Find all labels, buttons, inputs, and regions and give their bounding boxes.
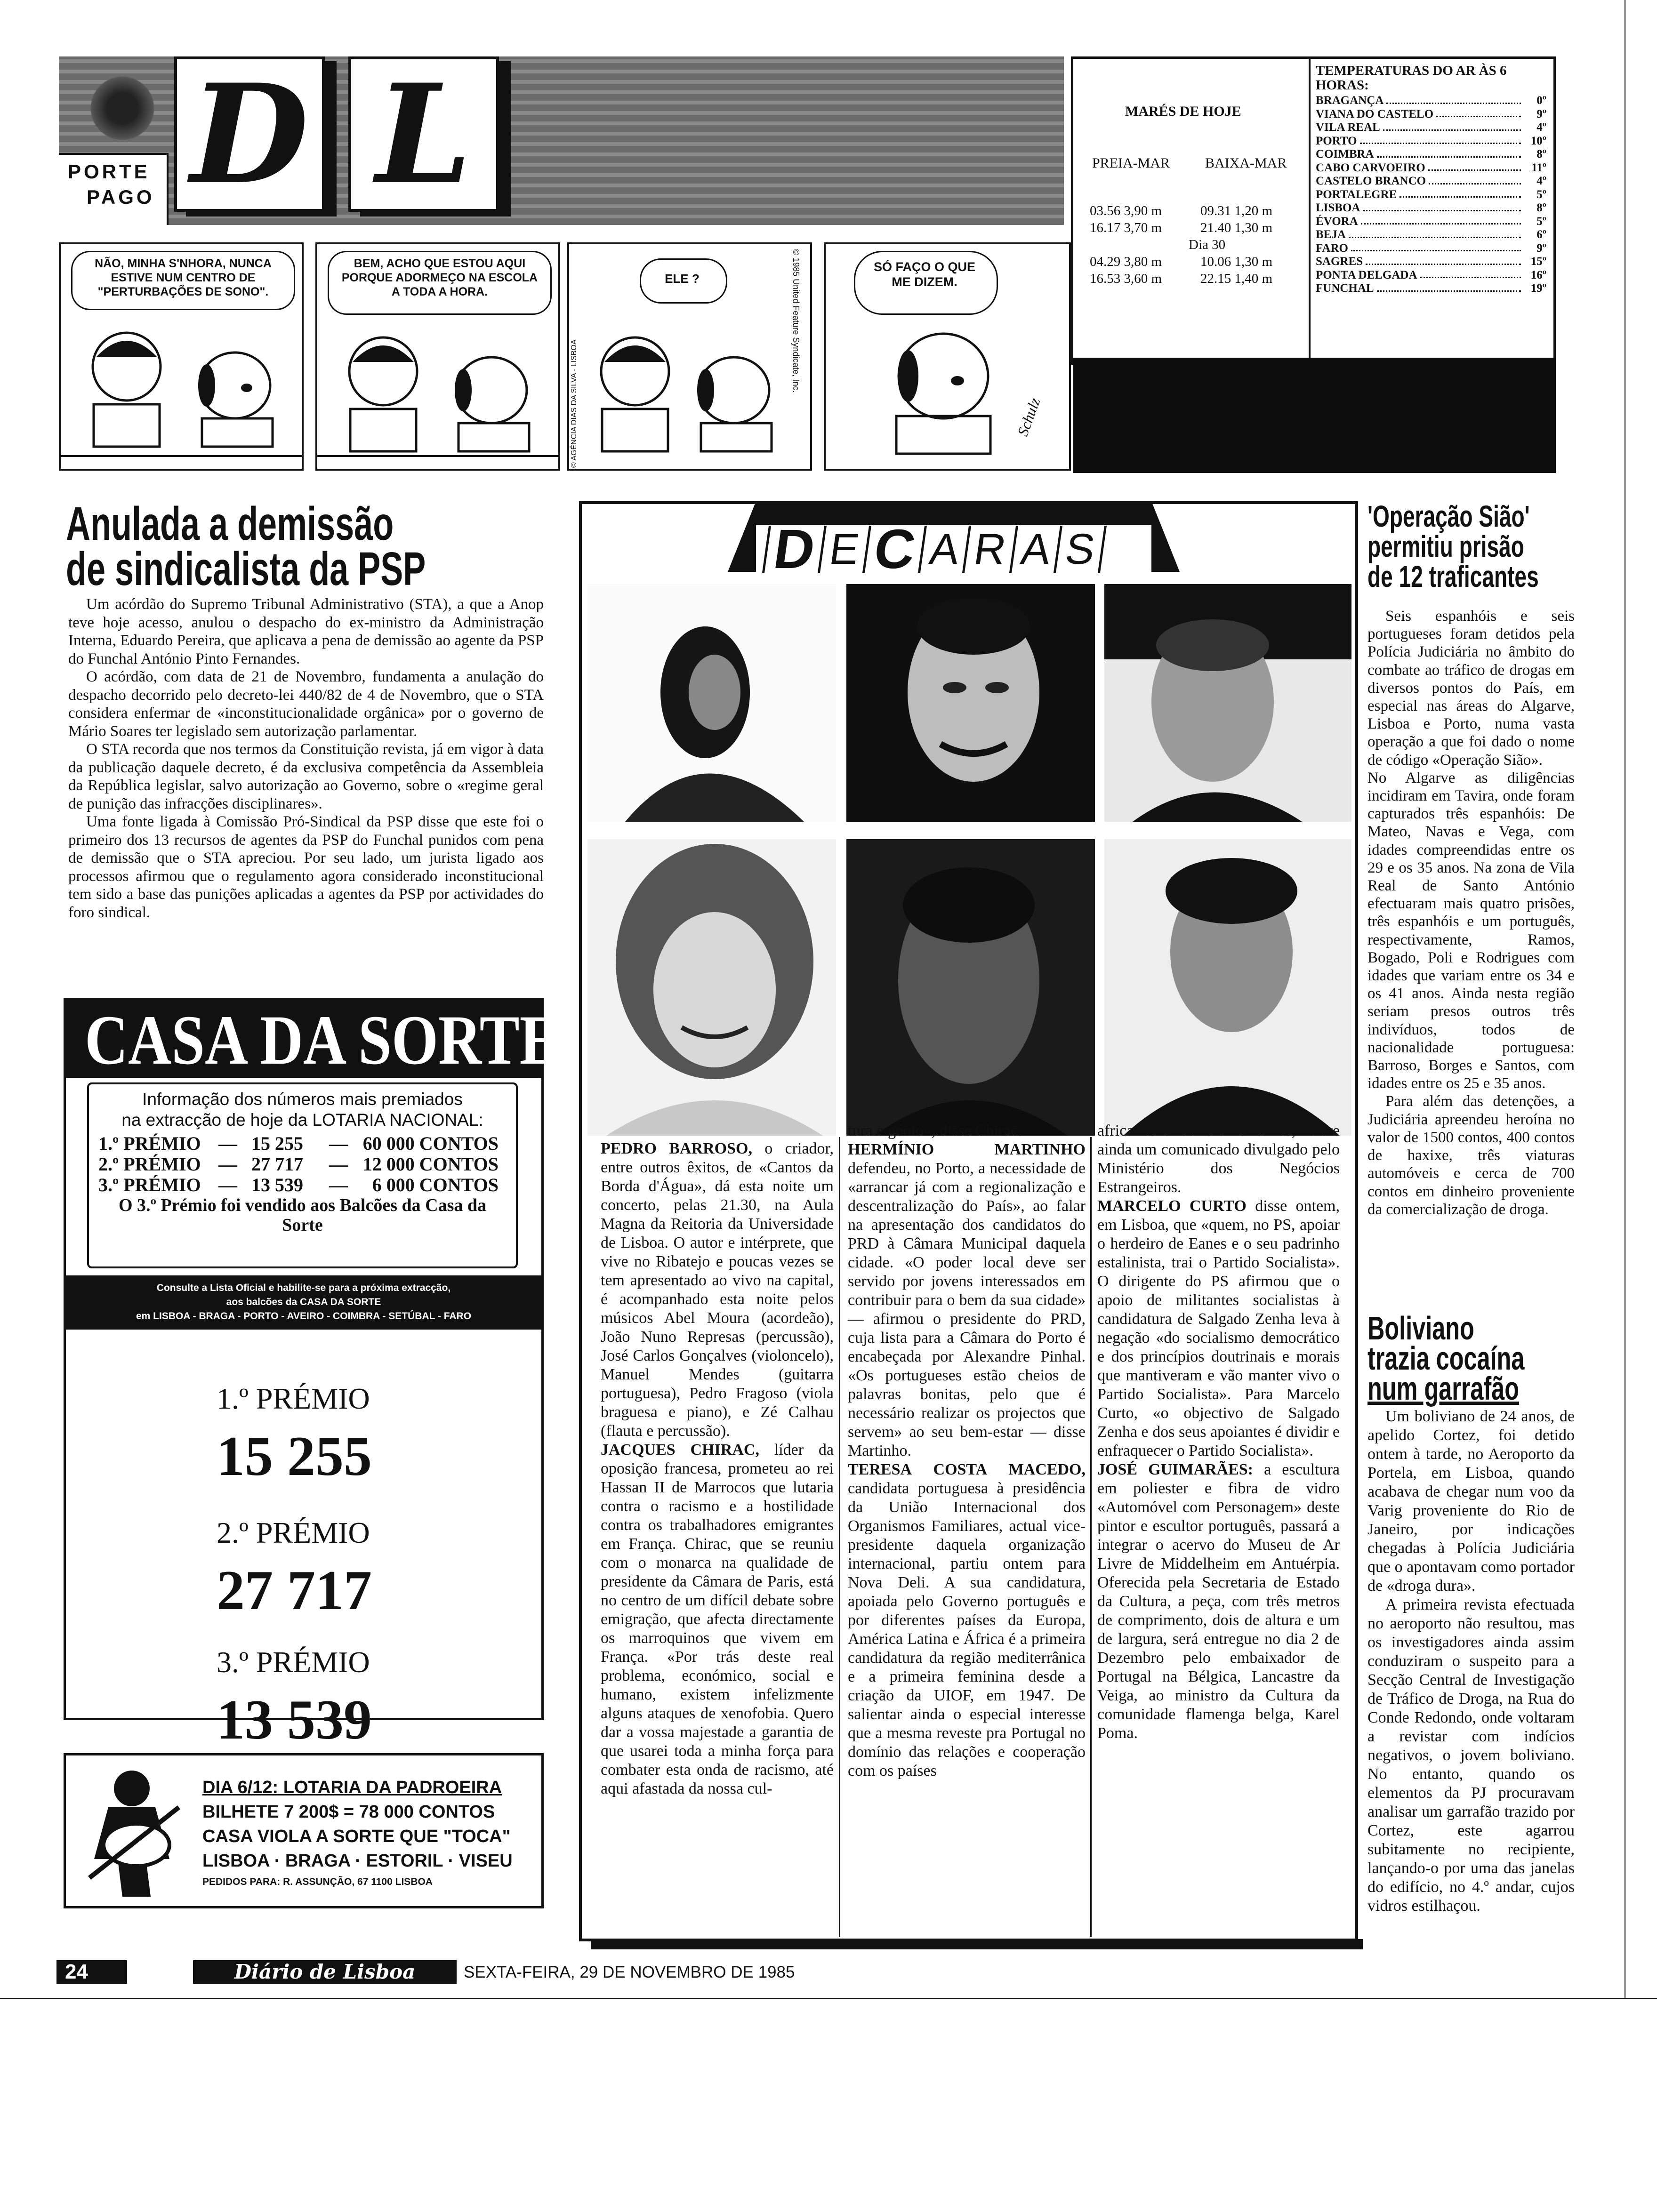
tide-row: 04.29 3,80 m 10.06 1,30 m <box>1090 254 1273 269</box>
stamp-line-2: PAGO <box>87 186 155 208</box>
leader-dots <box>1428 161 1521 171</box>
casa-sorte-info-box <box>87 1082 518 1268</box>
leader-dots <box>1361 215 1521 225</box>
prize-amount: 12 000 CONTOS <box>362 1154 499 1175</box>
temperature-value: 5º <box>1536 215 1546 228</box>
porte-pago-stamp <box>59 153 169 225</box>
casa-sorte-consult-box <box>66 1275 541 1330</box>
temperature-value: 6º <box>1536 228 1546 241</box>
temperature-city: CASTELO BRANCO <box>1316 175 1426 187</box>
psp-paragraph: Uma fonte ligada à Comissão Pró-Sindical da PSP disse que este foi o primeiro dos 13 recursos de agentes da PSP do Funchal punidos com pena de demissão que o STA apreciou. Por seu lado, um jurista ligado aos processos afirmou que o regulamento agora considerado inconstitucional tem sido a base das punições aplicadas a agentes da PSP por actividades do foro sindical. <box>68 813 544 921</box>
decaras-col2-text: tura e génio», disse Chirac. HERMÍNIO MARTINHO defendeu, no Porto, a necessidade de «arrancar já com a regionalização e descentralização do País», ao falar na apresentação dos candidatos do PRD à Câmara Municipal daquela cidade. «O poder local deve ser servido por jovens interessados em contribuir para o bem da sua cidade» — afirmou o presidente do PRD, cuja lista para a Câmara do Porto é encabeçada por Alexandre Pinhal. «Os portugueses estão cheios de palavras bonitas, pelo que é necessário realizar os projectos que servem» ao seu bem-estar — disse Martinho. TERESA COSTA MACEDO, candidata portuguesa à presidência da União Internacional dos Organismos Familiares, actual vice-presidente daquela organização internacional, partiu ontem para Nova Deli. A sua candidatura, apoiada pelo Governo português e por diferentes países da Europa, América Latina e África é a primeira candidatura da região mediterrânica e a primeira feminina desde a criação da UIOF, em 1947. De salientar ainda o especial interesse que a mesma reveste pra Portugal no domínio das relações e cooperação com os países <box>848 1122 1086 1779</box>
comic-figures-4 <box>826 315 1069 470</box>
leader-dots <box>1400 188 1521 198</box>
leader-dots <box>1383 121 1521 131</box>
leader-dots <box>1349 228 1521 238</box>
temperature-city: CABO CARVOEIRO <box>1316 161 1425 174</box>
siao-headline-line: de 12 traficantes <box>1367 560 1539 593</box>
boliviano-headline-line: trazia cocaína <box>1367 1340 1525 1377</box>
decaras-shadow <box>591 1939 1363 1949</box>
decaras-col1-text: PEDRO BARROSO, o criador, entre outros êxitos, de «Cantos da Borda d'Água», dá esta noite um concerto, pelas 21.30, na Aula Magna da Reitoria da Universidade de Lisboa. O autor e intérprete, que vive no Ribatejo e poucas vezes se tem apresentado ao vivo na capital, é acompanhado esta noite pelos músicos Abel Moura (acordeão), João Nuno Represas (percussão), José Carlos Gonçalves (violoncelo), Manuel Mendes (guitarra portuguesa), Pedro Fragoso (viola braguesa e piano), e Zé Calhau (flauta e percussão). JACQUES CHIRAC, líder da oposição francesa, prometeu ao rei Hassan II de Marrocos que lutaria contra o racismo e a hostilidade contra os trabalhadores emigrantes em França. Chirac, que se reuniu com o monarca na qualidade de presidente da Câmara de Paris, está no centro de um difícil debate sobre emigração, que afecta directamente os marroquinos que vivem em França. «Por trás deste real problema, económico, social e humano, existem infelizmente alguns ataques de xenofobia. Quero dar a vossa majestade a garantia de que usarei toda a minha força para combater esta onda de racismo, até aqui afastada da nossa cul- <box>601 1140 834 1797</box>
leader-dots <box>1360 135 1521 144</box>
temperature-row <box>1316 175 1546 188</box>
temperature-value: 5º <box>1536 188 1546 201</box>
leader-dots <box>1420 269 1521 279</box>
leader-dots <box>1377 282 1521 292</box>
photo-pedro-barroso <box>587 584 836 822</box>
big-prize-label-2: 2.º PRÉMIO <box>217 1516 370 1549</box>
decaras-letter: C <box>862 526 925 573</box>
leader-dots <box>1363 201 1521 211</box>
decaras-letter: E <box>818 526 869 573</box>
casa-sorte-consult-3: em LISBOA - BRAGA - PORTO - AVEIRO - COIMBRA - SETÚBAL - FARO <box>136 1311 472 1322</box>
prize-amount: 60 000 CONTOS <box>362 1133 499 1154</box>
temperature-row <box>1316 148 1546 161</box>
casa-sorte-note: O 3.º Prémio foi vendido aos Balcões da Casa da Sorte <box>118 1195 486 1235</box>
prize-line <box>89 1154 516 1175</box>
temperature-row <box>1316 161 1546 175</box>
prize-dash: — <box>218 1174 237 1195</box>
temperature-city: FARO <box>1316 241 1348 255</box>
portrait-icon <box>587 584 836 822</box>
temperature-value: 11º <box>1531 161 1546 174</box>
prize-label: 3.º PRÉMIO <box>98 1174 201 1195</box>
leader-dots <box>1366 255 1521 265</box>
temperature-row <box>1316 121 1546 135</box>
comic-panel-1 <box>59 242 304 471</box>
leader-dots <box>1429 175 1521 184</box>
temperature-value: 15º <box>1530 255 1546 268</box>
psp-headline-line-2: de sindicalista da PSP <box>66 543 426 595</box>
casa-sorte-ad <box>64 998 560 1751</box>
big-prize-label-3: 3.º PRÉMIO <box>217 1645 370 1679</box>
casa-sorte-title-bar <box>66 1000 560 1079</box>
siao-paragraph: Seis espanhóis e seis portugueses foram detidos pela Polícia Judiciária no âmbito do combate ao tráfico de drogas em diversos pontos do País, em especial nas áreas do Algarve, Lisboa e Porto, numa vasta operação a que foi dado o nome de código «Operação Sião». <box>1367 608 1575 769</box>
padroeira-line-1: DIA 6/12: LOTARIA DA PADROEIRA <box>202 1778 502 1797</box>
leader-dots <box>1351 242 1521 252</box>
prize-amount: 6 000 CONTOS <box>372 1174 499 1195</box>
leader-dots <box>1386 94 1521 104</box>
boliviano-body <box>1367 1407 1575 1915</box>
comic-signature: Schulz <box>1014 395 1044 439</box>
temperature-value: 9º <box>1536 241 1546 255</box>
casa-sorte-consult-2: aos balcões da CASA DA SORTE <box>226 1297 381 1307</box>
casa-sorte-prize-list <box>89 1133 516 1195</box>
decaras-column-1 <box>601 1139 834 1798</box>
padroeira-line-2: BILHETE 7 200$ = 78 000 CONTOS <box>202 1802 495 1822</box>
temperature-row <box>1316 242 1546 256</box>
masthead-emblem-icon <box>82 75 162 141</box>
weather-box <box>1071 56 1556 365</box>
siao-body <box>1367 607 1575 1218</box>
temperature-row <box>1316 282 1546 296</box>
tides-col-baixa: BAIXA-MAR <box>1205 155 1287 171</box>
temperature-row <box>1316 269 1546 282</box>
siao-paragraph: Para além das detenções, a Judiciária apreendeu heroína no valor de 1500 contos, 400 contos de haxixe, três viaturas automóveis e cerca de 700 contos em dinheiro proveniente da comercialização de droga. <box>1367 1093 1575 1218</box>
prize-dash: — <box>218 1154 237 1175</box>
comic-panel-1-text: NÃO, MINHA S'NHORA, NUNCA ESTIVE NUM CENTRO DE "PERTURBAÇÕES DE SONO". <box>95 257 272 298</box>
padroeira-ad <box>64 1753 544 1908</box>
temperature-value: 16º <box>1530 268 1546 281</box>
photo-marcelo-curto <box>846 839 1095 1136</box>
logo-letter-d: D <box>174 56 325 212</box>
siao-paragraph: No Algarve as diligências incidiram em Tavira, onde foram capturados três espanhóis: De Mateo, Navas e Vega, com idades compreendidas entre os 29 e os 35 anos. Na zona de Vila Real de Santo António efectuaram mais quatro prisões, três espanhóis e um português, respectivamente, Ramos, Bogado, Poli e Rodrigues com idades que variam entre os 34 e os 41 anos. Ainda nesta região seriam presos outros três indivíduos, todos de nacionalidade portuguesa: Barroso, Borges e Santos, com idades entre os 25 e 35 anos. <box>1367 769 1575 1092</box>
tides-table <box>1090 202 1306 287</box>
temperature-value: 8º <box>1536 201 1546 214</box>
boliviano-paragraph: Um boliviano de 24 anos, de apelido Cortez, foi detido ontem à tarde, no Aeroporto da Portela, em Lisboa, quando acabava de chegar num voo da Varig proveniente do Rio de Janeiro, por indicações chegadas à Polícia Judiciária que o apontavam como portador de «droga dura». <box>1367 1408 1575 1595</box>
temperature-city: VILA REAL <box>1316 121 1380 134</box>
comic-panel-4 <box>824 242 1071 471</box>
issue-date: SEXTA-FEIRA, 29 DE NOVEMBRO DE 1985 <box>464 1963 795 1981</box>
padroeira-line-3: CASA VIOLA A SORTE QUE "TOCA" <box>202 1827 511 1846</box>
temperature-city: BRAGANÇA <box>1316 94 1384 107</box>
temperature-city: PORTALEGRE <box>1316 188 1397 201</box>
newspaper-name: Diário de Lisboa <box>193 1960 457 1984</box>
prize-line <box>89 1175 516 1195</box>
decaras-header <box>728 501 1180 580</box>
decaras-letter: R <box>962 526 1016 573</box>
temperature-city: SAGRES <box>1316 255 1363 268</box>
temperature-row <box>1316 215 1546 229</box>
comic-panel-2 <box>315 242 560 471</box>
temperature-value: 8º <box>1536 148 1546 160</box>
comic-strip <box>59 242 1071 473</box>
casa-sorte-consult-1: Consulte a Lista Oficial e habilite-se para a próxima extracção, <box>156 1282 451 1293</box>
decaras-letter: S <box>1054 526 1104 573</box>
page-footer <box>56 1960 795 1986</box>
leader-dots <box>1436 108 1521 118</box>
leader-dots <box>1377 148 1521 158</box>
psp-article-body <box>68 595 544 922</box>
comic-panel-2-text: BEM, ACHO QUE ESTOU AQUI PORQUE ADORMEÇO NA ESCOLA A TODA A HORA. <box>341 257 538 298</box>
temperature-value: 10º <box>1530 134 1546 147</box>
temperatures-list <box>1316 94 1546 296</box>
tide-row: 03.56 3,90 m 09.31 1,20 m <box>1090 203 1273 218</box>
temperature-row <box>1316 255 1546 269</box>
tides-title: MARÉS DE HOJE <box>1125 104 1241 119</box>
casa-sorte-title: CASA DA SORTE <box>85 1001 560 1079</box>
psp-headline-line-1: Anulada a demissão <box>66 497 394 550</box>
weather-divider <box>1309 59 1311 362</box>
temperature-row <box>1316 135 1546 148</box>
tide-row: 16.17 3,70 m 21.40 1,30 m <box>1090 220 1273 235</box>
temperature-row <box>1316 228 1546 242</box>
temperature-row <box>1316 108 1546 121</box>
temperature-value: 4º <box>1536 121 1546 134</box>
casa-sorte-info-line-1: Informação dos números mais premiados <box>142 1090 463 1109</box>
boliviano-paragraph: A primeira revista efectuada no aeroporto não resultou, mas os investigadores ainda assim conduziram o suspeito para a Secção Central de Investigação de Tráfico de Droga, na Rua do Conde Redondo, onde voltaram a revistar com indícios negativos, o jovem boliviano. No entanto, quando os elementos da PJ procuravam analisar um garrafão trazido por Cortez, este agarrou subitamente no recipiente, lançando-o por uma das janelas do edifício, no 4.º andar, cujos vidros estilhaçou. <box>1367 1596 1575 1915</box>
temperature-city: BEJA <box>1316 228 1346 241</box>
decaras-column-2 <box>848 1122 1086 1780</box>
decaras-col3-text: africanos e latino-americanos, refere ainda um comunicado divulgado pelo Ministério dos Negócios Estrangeiros. MARCELO CURTO disse ontem, em Lisboa, que «quem, no PS, apoiar o herdeiro de Eanes e o seu padrinho estalinista, trai o Partido Socialista». O dirigente do PS afirmou que o apoio de militantes socialistas à candidatura de Salgado Zenha leva à negação «do socialismo democrático e dos princípios doutrinais e morais que mantiveram e vão manter vivo o Partido Socialista». Para Marcelo Curto, «o objectivo de Salgado Zenha e dos seus apoiantes é dividir e enfraquecer o Partido Socialista». JOSÉ GUIMARÃES: a escultura em poliester e fibra de vidro «Automóvel com Personagem» deste pintor e escultor português, passará a integrar o acervo do Museu de Ar Livre de Middelheim em Antuérpia. Oferecida pela Secretaria de Estado da Cultura, a peça, com três metros de comprimento, dois de altura e um de largura, será entregue no dia 2 de Dezembro pelo embaixador de Portugal na Bélgica, Lancastre da Veiga, ao ministro da Cultura da comunidade flamenga belga, Karel Poma. <box>1097 1122 1340 1742</box>
prize-label: 2.º PRÉMIO <box>98 1154 201 1175</box>
temperature-row <box>1316 188 1546 202</box>
weather-black-block <box>1073 358 1556 473</box>
page-number: 24 <box>56 1960 127 1984</box>
big-prize-number-2: 27 717 <box>217 1559 372 1621</box>
prize-label: 1.º PRÉMIO <box>98 1133 201 1154</box>
prize-dash: — <box>329 1154 348 1175</box>
decaras-letter: A <box>1009 526 1060 573</box>
photo-hermino-martinho <box>1104 584 1351 822</box>
decaras-letters <box>765 518 1103 580</box>
guitar-player-icon <box>80 1765 188 1901</box>
prize-number: 15 255 <box>251 1133 303 1154</box>
boliviano-headline <box>1367 1310 1575 1407</box>
decaras-section <box>579 501 1358 1941</box>
prize-dash: — <box>329 1133 348 1154</box>
boliviano-headline-line: num garrafão <box>1367 1370 1520 1407</box>
prize-dash: — <box>218 1133 237 1154</box>
decaras-column-3 <box>1097 1122 1340 1743</box>
temperature-row <box>1316 94 1546 108</box>
portrait-icon <box>1104 584 1351 822</box>
temperature-value: 4º <box>1536 175 1546 187</box>
column-rule <box>1090 1137 1092 1937</box>
temperatures-title: TEMPERATURAS DO AR ÀS 6 HORAS: <box>1316 63 1507 93</box>
padroeira-line-4: LISBOA · BRAGA · ESTORIL · VISEU <box>202 1851 513 1871</box>
comic-panel-3 <box>567 242 812 471</box>
portrait-icon <box>587 839 836 1136</box>
prize-number: 27 717 <box>251 1154 303 1175</box>
temperature-row <box>1316 201 1546 215</box>
tides-col-preia: PREIA-MAR <box>1092 155 1170 171</box>
comic-figures-2 <box>317 320 558 470</box>
temperature-city: LISBOA <box>1316 201 1360 214</box>
casa-sorte-info-line-2: na extracção de hoje da LOTARIA NACIONAL: <box>121 1110 483 1130</box>
tides-day-label: Dia 30 <box>1189 237 1226 252</box>
psp-paragraph: O STA recorda que nos termos da Constituição revista, já em vigor à data da publicação daquele decreto, é da exclusiva competência da Assembleia da República legislar, salvo autorização ao Governo, sobre o «regime geral de punição das infracções disciplinares». <box>68 741 544 812</box>
psp-paragraph: Um acórdão do Supremo Tribunal Administrativo (STA), a que a Anop teve hoje acesso, anulou o despacho do ex-ministro da Administração Interna, Eduardo Pereira, que aplicava a pena de demissão ao agente da PSP do Funchal António Pinto Fernandes. <box>68 596 544 667</box>
decaras-letter: D <box>762 526 824 573</box>
stamp-line-1: PORTE <box>68 160 150 183</box>
prize-line <box>89 1133 516 1154</box>
big-prize-number-3: 13 539 <box>217 1688 372 1751</box>
column-rule <box>839 1137 840 1937</box>
logo-letter-l: L <box>348 56 499 212</box>
psp-headline <box>66 497 574 595</box>
padroeira-text <box>202 1775 537 1891</box>
prize-dash: — <box>329 1174 348 1195</box>
prize-number: 13 539 <box>251 1174 303 1195</box>
comic-copyright-1: © 1985 United Feature Syndicate, Inc. <box>791 249 801 393</box>
siao-headline-line: 'Operação Sião' <box>1367 499 1530 533</box>
footer-rule <box>0 1998 1657 1999</box>
padroeira-line-5: PEDIDOS PARA: R. ASSUNÇÃO, 67 1100 LISBOA <box>202 1876 433 1887</box>
temperature-city: COIMBRA <box>1316 148 1374 160</box>
temperature-value: 9º <box>1536 107 1546 120</box>
photo-teresa-costa-macedo <box>587 839 836 1136</box>
masthead <box>59 56 1064 225</box>
portrait-icon <box>846 839 1095 1136</box>
comic-figures-3 <box>569 305 795 470</box>
temperature-value: 0º <box>1536 94 1546 107</box>
boliviano-headline-line: Boliviano <box>1367 1310 1474 1346</box>
decaras-letter: A <box>918 526 969 573</box>
tide-row: 16.53 3,60 m 22.15 1,40 m <box>1090 271 1273 286</box>
comic-figures-1 <box>61 315 302 470</box>
portrait-icon <box>1104 839 1351 1136</box>
siao-headline-line: permitiu prisão <box>1367 529 1524 563</box>
photo-jose-guimaraes <box>1104 839 1351 1136</box>
comic-panel-3-text: ELE ? <box>665 272 700 286</box>
temperature-city: VIANA DO CASTELO <box>1316 107 1434 120</box>
siao-headline <box>1367 501 1575 592</box>
big-prize-label-1: 1.º PRÉMIO <box>217 1382 370 1415</box>
temperature-value: 19º <box>1530 282 1546 295</box>
temperature-city: FUNCHAL <box>1316 282 1374 295</box>
page-edge-rule <box>1624 0 1626 1998</box>
temperature-city: ÉVORA <box>1316 215 1358 228</box>
big-prize-number-1: 15 255 <box>217 1425 372 1487</box>
temperature-city: PONTA DELGADA <box>1316 268 1417 281</box>
psp-paragraph: O acórdão, com data de 21 de Novembro, fundamenta a anulação do despacho decorrido pelo decreto-lei 440/82 de 4 de Novembro, que o STA considera enfermar de «inconstitucionalidade orgânica» por o governo de Mário Soares ter legislado sem autorização parlamentar. <box>68 668 544 740</box>
photo-jacques-chirac <box>846 584 1095 822</box>
comic-panel-4-text: SÓ FAÇO O QUE ME DIZEM. <box>873 260 976 289</box>
portrait-icon <box>846 584 1095 822</box>
comic-copyright-2: © AGÊNCIA DIAS DA SILVA - LISBOA <box>570 339 578 468</box>
temperature-city: PORTO <box>1316 134 1357 147</box>
